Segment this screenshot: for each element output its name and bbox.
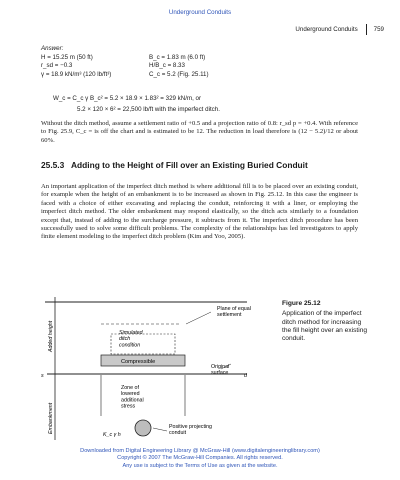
section-title: Adding to the Height of Fill over an Existing Buried Conduit <box>70 160 308 170</box>
answer-heading: Answer: <box>41 45 64 52</box>
section-heading <box>41 160 358 171</box>
answer-line: B_c = 1.83 m (6.0 ft) <box>149 53 206 61</box>
positive-conduit-label: Positive projecting conduit <box>169 424 212 437</box>
paragraph: Without the ditch method, assume a settlement ratio of +0.5 and a projection ratio of 0.8: r_sd p = +0.4. With reference to Fig. 25.9, C_c = is off the chart and is estimated to be 12. The reduction in load therefore is (12 − 5.2)/12 or about 60%. <box>41 120 358 144</box>
figure-diagram <box>41 294 267 444</box>
embankment-label: Embankment <box>48 402 54 434</box>
header-divider <box>366 24 367 35</box>
section-number: 25.5.3 <box>41 160 65 170</box>
kc-label: K_c γ h <box>103 432 121 438</box>
simulated-ditch-label: Simulated ditch condition <box>119 330 143 349</box>
figure-caption-block <box>282 300 368 343</box>
compressible-label: Compressible <box>121 359 156 365</box>
equation-block <box>53 93 220 115</box>
footer-copyright[interactable]: Copyright © 2007 The McGraw-Hill Companies. All rights reserved. <box>117 455 283 462</box>
plane-label: Plane of equal settlement <box>217 306 251 319</box>
answer-block <box>41 45 281 78</box>
footer <box>0 448 400 470</box>
answer-line: γ = 18.9 kN/m³ (120 lb/ft³) <box>41 70 112 78</box>
figure-caption: Application of the imperfect ditch method for increasing the fill height over an existing conduit. <box>282 310 368 343</box>
running-title: Underground Conduits <box>295 26 358 33</box>
d-label: d <box>244 373 247 379</box>
answer-line: H = 15.25 m (50 ft) <box>41 53 93 61</box>
figure-number: Figure 25.12 <box>282 300 321 307</box>
zone-label: Zone of lowered additional stress <box>121 385 144 410</box>
leader-line <box>153 428 167 431</box>
page-number: 759 <box>373 26 384 33</box>
running-head <box>295 24 384 35</box>
original-surface-label: Original surface <box>211 364 230 377</box>
equation-line: 5.2 × 120 × 6² = 22,500 lb/ft with the imperfect ditch. <box>77 106 220 113</box>
leader-line <box>186 312 211 324</box>
answer-line: r_sd = −0.3 <box>41 62 73 70</box>
footer-terms[interactable]: Any use is subject to the Terms of Use as given at the website. <box>122 462 278 469</box>
footer-download-link[interactable]: Downloaded from Digital Engineering Library @ McGraw-Hill (www.digitalengineeringlibrary.com) <box>80 448 320 454</box>
answer-line: C_c = 5.2 (Fig. 25.11) <box>149 70 209 78</box>
paragraph: An important application of the imperfect ditch method is where additional fill is to be placed over an existing conduit, for example when the height of an embankment is to be increased as shown in Fig. 25.12. In this case the engineer is faced with a choice of either excavating and replacing the conduit, reinforcing it with a liner, or employing the imperfect ditch method. The older embankment may respond elastically, so the ditch acts similarly to a foundation except that, instead of adding to the surcharge pressure, it subtracts from it. The imperfect ditch procedure has been successfully used to solve some difficult problems. The complexity of the relationships has led investigators to apply finite element modeling to the imperfect ditch problem (Kim and Yoo, 2005). <box>41 183 358 241</box>
answer-line: H/B_c = 8.33 <box>149 62 185 70</box>
equation-line: W_c = C_c γ B_c² = 5.2 × 18.9 × 1.83² = 329 kN/m, or <box>53 95 202 102</box>
conduit-circle <box>135 420 151 436</box>
top-link[interactable]: Underground Conduits <box>168 9 232 16</box>
added-height-label: Added height <box>48 320 54 352</box>
answer-left-column <box>41 54 161 80</box>
s-label: s <box>41 373 44 379</box>
answer-right-column <box>149 54 279 80</box>
